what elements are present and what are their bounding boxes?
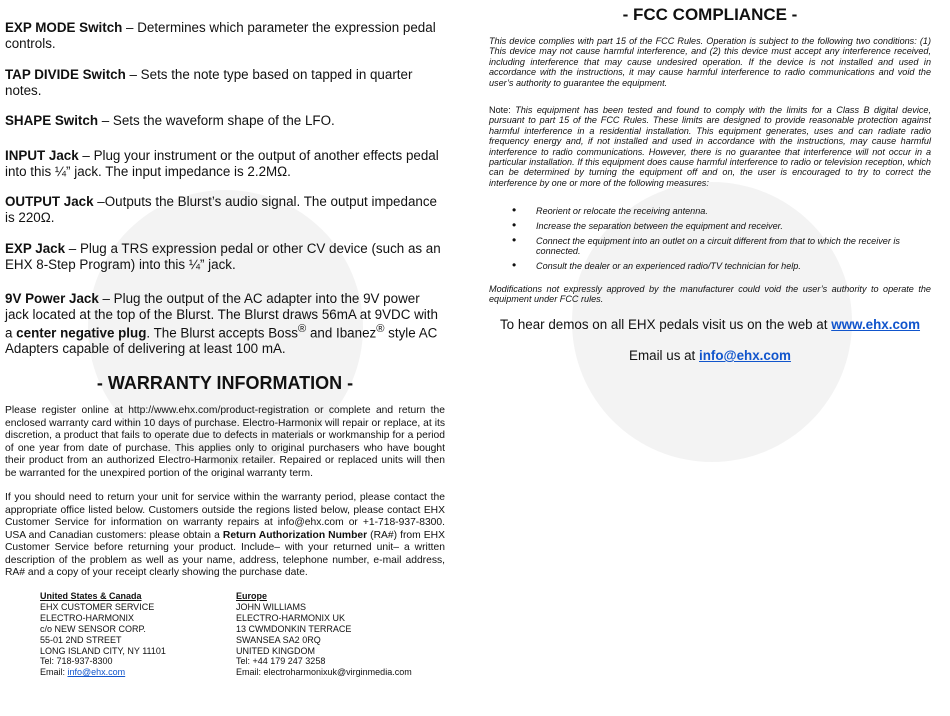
address-line: 13 CWMDONKIN TERRACE bbox=[236, 623, 352, 634]
address-email-line bbox=[40, 667, 166, 678]
fcc-note-text: This equipment has been tested and found to comply with the limits for a Class B digital device, pursuant to part 15 of the FCC Rules. These limits are designed to provide reasonable protection against harmful interference in a residential installation. This equipment generates, uses and can radiate radio frequency energy and, if not installed and used in accordance with the instructions, may cause harmful interference to radio communications. However, there is no guarantee that interference will not occur in a particular installation. If this equipment does cause harmful interference to radio or television reception, which can be determined by turning the equipment off and on, the user is encouraged to try to correct the interference by one or more of the following measures: bbox=[489, 105, 931, 188]
spec-text: . The Blurst accepts Boss bbox=[146, 325, 298, 341]
spec-text: and Ibanez bbox=[306, 325, 377, 341]
email-label: Email: bbox=[40, 667, 68, 678]
list-item: • Connect the equipment into an outlet on a circuit different from that to which the receiver is connected. bbox=[489, 236, 931, 257]
warranty-text: If you should need to return your unit for service within the warranty period, please contact the appropriate office listed below. Customers outside the regions listed below, please contact EHX Customer Service for information on warranty repairs at info@ehx.com or +1-718-937-8300. USA and Canadian customers: please obtain a bbox=[5, 492, 445, 541]
address-line: EHX CUSTOMER SERVICE bbox=[40, 601, 155, 612]
spec-label: OUTPUT Jack bbox=[5, 194, 94, 209]
address-line: Tel: 718-937-8300 bbox=[40, 656, 113, 667]
warranty-paragraph-1: Please register online at http://www.ehx.com/product-registration or complete and return the enclosed warranty card within 10 days of purchase. Electro-Harmonix will repair or replace, at its discretion, a product that fails to operate due to defects in materials or workmanship for a period of one year from date of purchase. This applies only to original purchasers who have bought their product from an authorized Electro-Harmonix retailer. Repaired or replaced units will then be warranted for the unexpired portion of the original warranty term. bbox=[5, 405, 445, 479]
spec-label: EXP MODE Switch bbox=[5, 20, 123, 35]
spec-shape-switch bbox=[5, 113, 445, 129]
list-item: • Consult the dealer or an experienced radio/TV technician for help. bbox=[489, 261, 931, 271]
center-negative-plug-text: center negative plug bbox=[16, 325, 147, 341]
demos-text: To hear demos on all EHX pedals visit us on the web at bbox=[499, 317, 832, 332]
warranty-paragraph-2 bbox=[5, 492, 445, 580]
spec-label: 9V Power Jack bbox=[5, 291, 99, 306]
website-link[interactable]: www.ehx.com bbox=[831, 317, 921, 332]
spec-input-jack bbox=[5, 148, 445, 179]
warranty-text: (RA#) from EHX Customer Service before returning your product. Include– with your returned unit– a written description of the problem as well as your name, address, telephone number, e-mail address, RA# and a copy of your receipt clearly showing the purchase date. bbox=[5, 529, 445, 578]
list-item: • Increase the separation between the equipment and receiver. bbox=[489, 221, 931, 231]
return-authorization-number-text: Return Authorization Number bbox=[222, 529, 368, 541]
spec-exp-jack bbox=[5, 241, 445, 272]
address-europe bbox=[236, 591, 412, 678]
list-item: • Reorient or relocate the receiving antenna. bbox=[489, 206, 931, 216]
spec-exp-mode-switch bbox=[5, 20, 445, 51]
spec-text: –Outputs the Blurst’s audio signal. The output impedance is 220Ω. bbox=[5, 194, 437, 225]
warranty-heading: - WARRANTY INFORMATION - bbox=[96, 373, 354, 393]
spec-text: – Sets the waveform shape of the LFO. bbox=[98, 113, 335, 128]
fcc-paragraph-1: This device complies with part 15 of the FCC Rules. Operation is subject to the following two conditions: (1) This device may not cause harmful interference, and (2) this device must accept any interference received, including interference that may cause undesired operation. If the device is not installed and used in accordance with the instructions, it may cause harmful interference to radio communications and void the user’s authority to guarantee the equipment. bbox=[489, 36, 931, 88]
demos-line bbox=[489, 317, 931, 332]
address-line: ELECTRO-HARMONIX UK bbox=[236, 612, 346, 623]
fcc-paragraph-3: Modifications not expressly approved by the manufacturer could void the user’s authority to operate the equipment under FCC rules. bbox=[489, 284, 931, 305]
spec-label: INPUT Jack bbox=[5, 148, 79, 163]
spec-text: – Determines which parameter the expression pedal controls. bbox=[5, 20, 436, 51]
fcc-heading: - FCC COMPLIANCE - bbox=[622, 5, 798, 24]
spec-text: – Plug a TRS expression pedal or other CV device (such as an EHX 8-Step Program) into this ¼” jack. bbox=[5, 241, 441, 272]
spec-label: SHAPE Switch bbox=[5, 113, 99, 128]
address-line: Tel: +44 179 247 3258 bbox=[236, 656, 326, 667]
spec-output-jack bbox=[5, 194, 445, 225]
spec-text: – Plug your instrument or the output of another effects pedal into this ¼” jack. The input impedance is 2.2MΩ. bbox=[5, 148, 439, 179]
fcc-measures-list bbox=[489, 206, 931, 276]
spec-text: – Plug the output of the AC adapter into the 9V power jack located at the top of the Blurst. The Blurst draws 56mA at 9VDC with a bbox=[5, 291, 438, 341]
email-text: Email us at bbox=[629, 348, 700, 363]
address-line: ELECTRO-HARMONIX bbox=[40, 612, 135, 623]
email-link[interactable]: info@ehx.com bbox=[699, 348, 791, 363]
us-email-link[interactable]: info@ehx.com bbox=[67, 667, 126, 678]
fcc-note-paragraph bbox=[489, 105, 931, 188]
spec-label: EXP Jack bbox=[5, 241, 66, 256]
email-line bbox=[489, 348, 931, 363]
address-line: JOHN WILLIAMS bbox=[236, 601, 307, 612]
spec-text: – Sets the note type based on tapped in quarter notes. bbox=[5, 67, 413, 98]
spec-9v-power-jack bbox=[5, 291, 445, 356]
spec-tap-divide-switch bbox=[5, 67, 445, 98]
spec-text: style AC Adapters capable of delivering at least 100 mA. bbox=[5, 325, 438, 356]
address-line: SWANSEA SA2 0RQ bbox=[236, 634, 321, 645]
address-title: Europe bbox=[236, 591, 268, 601]
spec-label: TAP DIVIDE Switch bbox=[5, 67, 126, 82]
address-line: Email: electroharmonixuk@virginmedia.com bbox=[236, 667, 412, 678]
registered-mark: ® bbox=[297, 323, 307, 335]
address-us-canada bbox=[40, 591, 166, 678]
address-line: 55-01 2ND STREET bbox=[40, 634, 122, 645]
address-line: LONG ISLAND CITY, NY 11101 bbox=[40, 645, 166, 656]
note-label: Note: bbox=[489, 105, 516, 115]
registered-mark: ® bbox=[376, 323, 385, 335]
address-line: UNITED KINGDOM bbox=[236, 645, 316, 656]
address-line: c/o NEW SENSOR CORP. bbox=[40, 623, 146, 634]
address-title: United States & Canada bbox=[40, 591, 142, 601]
